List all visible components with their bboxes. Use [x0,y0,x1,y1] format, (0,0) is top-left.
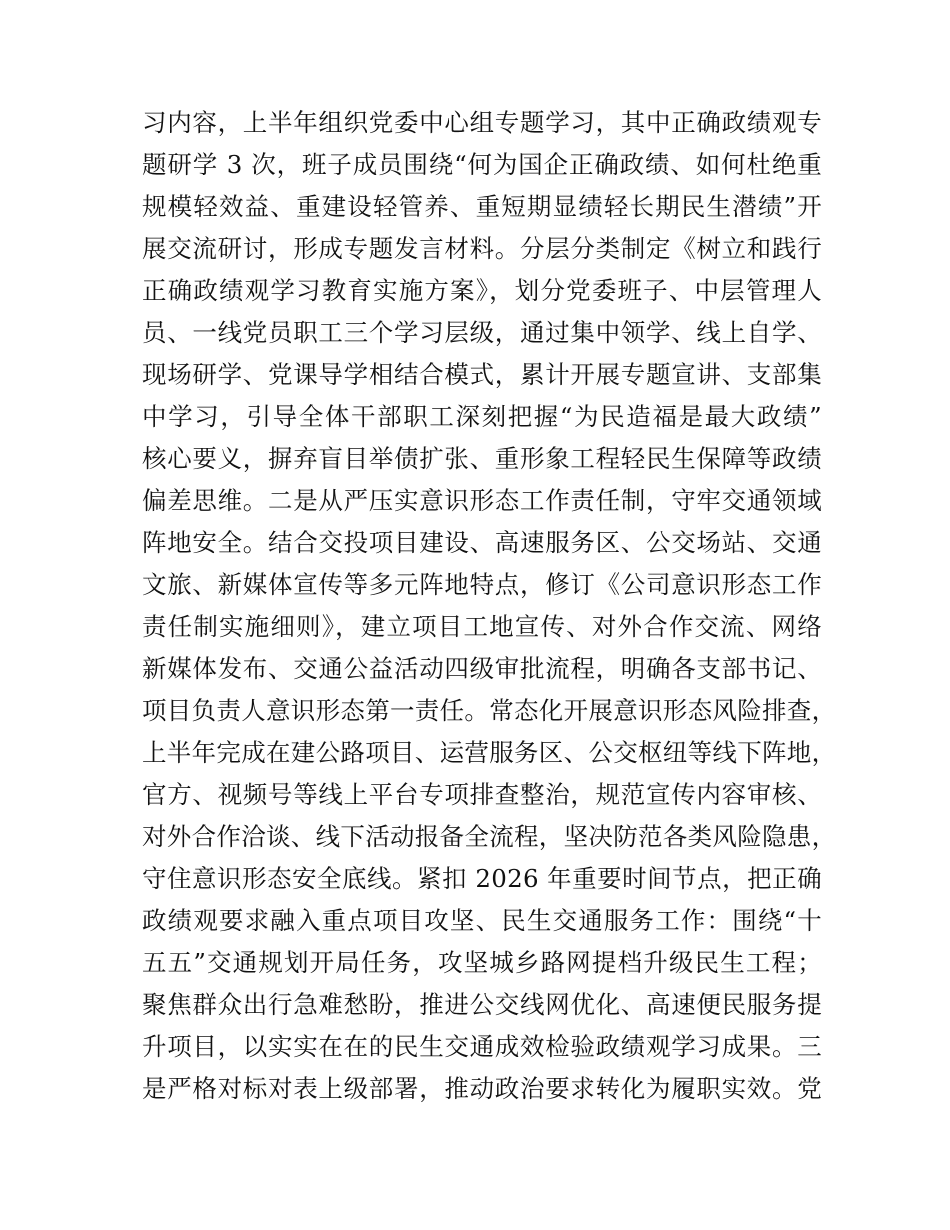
text-line-1: 习内容，上半年组织党委中心组专题学习，其中正确政绩观专 [142,108,822,137]
body-text [142,102,837,1110]
text-line-12: 文旅、新媒体宣传等多元阵地特点，修订《公司意识形态工作 [142,570,822,599]
text-line-10: 偏差思维。二是从严压实意识形态工作责任制，守牢交通领域 [142,486,822,515]
text-line-8: 中学习，引导全体干部职工深刻把握“为民造福是最大政绩” [142,402,822,431]
text-line-4: 展交流研讨，形成专题发言材料。分层分类制定《树立和践行 [142,234,822,263]
text-line-9: 核心要义，摒弃盲目举债扩张、重形象工程轻民生保障等政绩 [142,444,822,473]
text-line-2: 题研学 3 次，班子成员围绕“何为国企正确政绩、如何杜绝重 [142,150,822,179]
text-line-23: 升项目，以实实在在的民生交通成效检验政绩观学习成果。三 [142,1032,822,1061]
text-line-7: 现场研学、党课导学相结合模式，累计开展专题宣讲、支部集 [142,360,822,389]
text-line-15: 项目负责人意识形态第一责任。常态化开展意识形态风险排查， [142,696,837,725]
text-line-14: 新媒体发布、交通公益活动四级审批流程，明确各支部书记、 [142,654,822,683]
text-line-13: 责任制实施细则》，建立项目工地宣传、对外合作交流、网络 [142,612,822,641]
text-line-19: 守住意识形态安全底线。紧扣 2026 年重要时间节点，把正确 [142,864,822,893]
text-line-6: 员、一线党员职工三个学习层级，通过集中领学、线上自学、 [142,318,822,347]
text-line-16: 上半年完成在建公路项目、运营服务区、公交枢纽等线下阵地， [142,738,837,767]
text-line-20: 政绩观要求融入重点项目攻坚、民生交通服务工作：围绕“十 [142,906,822,935]
text-line-5: 正确政绩观学习教育实施方案》，划分党委班子、中层管理人 [142,276,822,305]
text-line-18: 对外合作洽谈、线下活动报备全流程，坚决防范各类风险隐患， [142,822,837,851]
text-line-17: 官方、视频号等线上平台专项排查整治，规范宣传内容审核、 [142,780,822,809]
text-line-21: 五五”交通规划开局任务，攻坚城乡路网提档升级民生工程； [142,948,822,977]
text-line-3: 规模轻效益、重建设轻管养、重短期显绩轻长期民生潜绩”开 [142,192,822,221]
text-line-24: 是严格对标对表上级部署，推动政治要求转化为履职实效。党 [142,1074,822,1103]
text-line-11: 阵地安全。结合交投项目建设、高速服务区、公交场站、交通 [142,528,822,557]
text-line-22: 聚焦群众出行急难愁盼，推进公交线网优化、高速便民服务提 [142,990,822,1019]
